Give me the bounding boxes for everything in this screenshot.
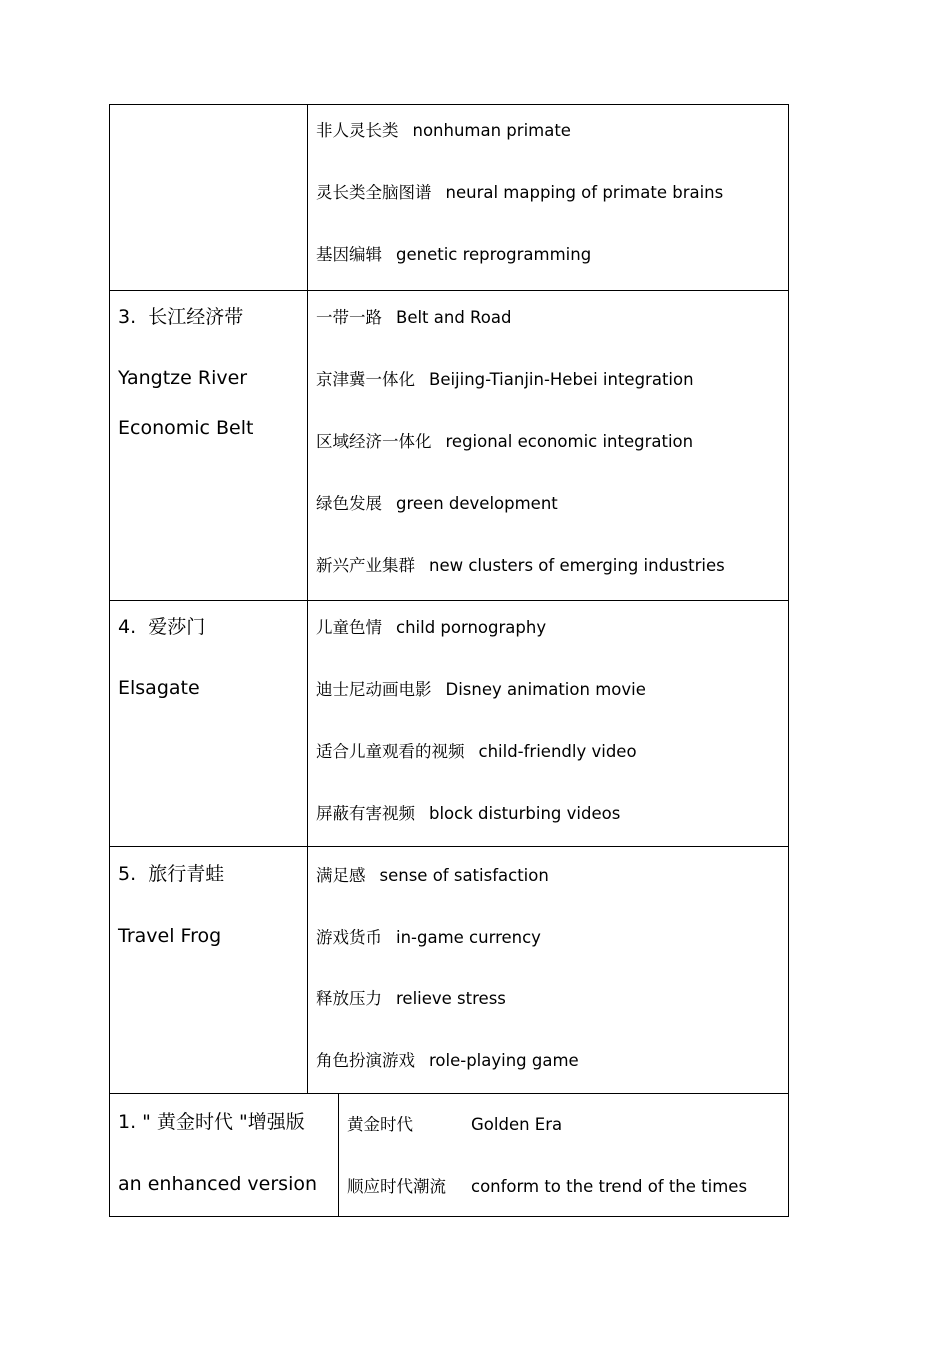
terms-cell [308, 291, 788, 600]
term-zh: 区域经济一体化 [316, 432, 432, 451]
term-item [347, 1173, 747, 1197]
term-en: neural mapping of primate brains [445, 183, 724, 202]
term-item [347, 1111, 562, 1135]
topic-cell [110, 291, 308, 600]
term-en: nonhuman primate [412, 121, 571, 140]
term-en: genetic reprogramming [396, 245, 592, 264]
term-zh: 灵长类全脑图谱 [316, 183, 432, 202]
term-item [316, 117, 571, 141]
term-item [316, 241, 591, 265]
term-en: in-game currency [396, 928, 541, 947]
term-en: Belt and Road [396, 308, 512, 327]
term-item [316, 1047, 579, 1071]
term-en: conform to the trend of the times [471, 1177, 748, 1196]
term-zh: 儿童色情 [316, 618, 382, 637]
term-zh: 黄金时代 [347, 1115, 413, 1134]
term-en: child pornography [396, 618, 547, 637]
term-zh: 角色扮演游戏 [316, 1051, 415, 1070]
term-en: new clusters of emerging industries [429, 556, 725, 575]
term-item [316, 179, 723, 203]
term-zh: 顺应时代潮流 [347, 1177, 446, 1196]
term-item [316, 428, 693, 452]
term-en: sense of satisfaction [379, 866, 549, 885]
term-item [316, 924, 541, 948]
topic-title-zh: 3. 长江经济带 [118, 306, 244, 328]
term-zh: 适合儿童观看的视频 [316, 742, 465, 761]
term-item [316, 985, 506, 1009]
topic-title-zh: 4. 爱莎门 [118, 616, 206, 638]
term-zh: 基因编辑 [316, 245, 382, 264]
topic-title-zh: 5. 旅行青蛙 [118, 863, 225, 885]
terms-cell [308, 105, 788, 290]
term-item [316, 738, 637, 762]
term-en: Disney animation movie [445, 680, 646, 699]
term-zh: 迪士尼动画电影 [316, 680, 432, 699]
term-item [316, 862, 549, 886]
term-zh: 绿色发展 [316, 494, 382, 513]
term-en: green development [396, 494, 558, 513]
term-item [316, 800, 620, 824]
terms-cell [308, 847, 788, 1093]
term-en: relieve stress [396, 989, 506, 1008]
topic-cell [110, 847, 308, 1093]
topic-title-en: an enhanced version [118, 1173, 318, 1195]
term-zh: 屏蔽有害视频 [316, 804, 415, 823]
topic-cell [110, 1094, 339, 1216]
term-en: child-friendly video [478, 742, 637, 761]
table-row [110, 846, 788, 1093]
term-en: block disturbing videos [429, 804, 621, 823]
table-row [110, 600, 788, 846]
term-en: Beijing-Tianjin-Hebei integration [429, 370, 694, 389]
terms-cell [308, 601, 788, 846]
terms-cell [339, 1094, 788, 1216]
topic-cell [110, 105, 308, 290]
term-item [316, 304, 511, 328]
table-row [110, 1093, 788, 1216]
term-en: role-playing game [429, 1051, 579, 1070]
term-zh: 一带一路 [316, 308, 382, 327]
term-item [316, 366, 694, 390]
topic-title-en: Elsagate [118, 677, 200, 699]
term-item [316, 614, 546, 638]
term-en: regional economic integration [445, 432, 694, 451]
table-row [110, 105, 788, 290]
topic-cell [110, 601, 308, 846]
term-zh: 游戏货币 [316, 928, 382, 947]
term-en: Golden Era [471, 1115, 563, 1134]
topic-title-en: Travel Frog [118, 925, 222, 947]
term-item [316, 552, 725, 576]
term-zh: 新兴产业集群 [316, 556, 415, 575]
term-zh: 满足感 [316, 866, 366, 885]
term-zh: 京津冀一体化 [316, 370, 415, 389]
vocabulary-table [109, 104, 789, 1217]
term-item [316, 490, 558, 514]
table-row [110, 290, 788, 600]
term-zh: 非人灵长类 [316, 121, 399, 140]
term-item [316, 676, 646, 700]
topic-title-zh: 1. " 黄金时代 "增强版 [118, 1111, 305, 1133]
topic-title-en: Economic Belt [118, 417, 254, 439]
topic-title-en: Yangtze River [118, 367, 248, 389]
term-zh: 释放压力 [316, 989, 382, 1008]
